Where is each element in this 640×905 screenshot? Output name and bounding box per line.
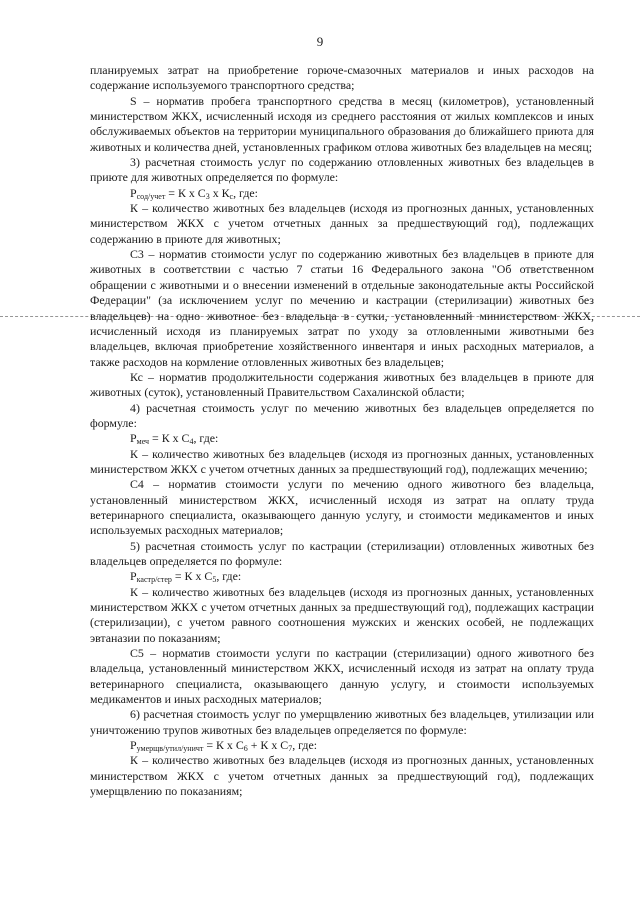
- paragraph: 6) расчетная стоимость услуг по умерщвлению животных без владельцев, утилизации или уничтожению трупов животных без владельцев определяется по формуле:: [90, 707, 594, 737]
- paragraph-group: [90, 585, 594, 738]
- formula-5: $Р_{кастр/стер} = К$ х $С_5$, где:: [130, 569, 242, 585]
- paragraph: К – количество животных без владельцев (исходя из прогнозных данных, установленных министерством ЖКХ с учетом отчетных данных за предшествующий год), подлежащих умерщвлению по показаниям;: [90, 753, 594, 799]
- paragraph-group: [90, 201, 594, 431]
- formula-3: $Р_{сод/учет} = К$ х $С_3$ х $К_с$, где:: [130, 185, 258, 201]
- page-number: 9: [316, 34, 324, 49]
- paragraph: С3 – норматив стоимости услуг по содержанию животных без владельцев в приюте для животных в соответствии с частью 7 статьи 16 Федерального закона "Об ответственном обращении с животными и о внесении изменений в отдельные законодательные акты Российской Федерации" (за исключением услуг по мечению и кастрации (стерилизации) животных без владельцев) на одно животное без владельца в сутки, установленный министерством ЖКХ, исчисленный исходя из планируемых затрат по уходу за отловленными животными без владельцев, включая приобретение хозяйственного инвентаря и иных расходных материалов, а также расходов на кормление отловленных животных без владельцев;: [90, 247, 594, 369]
- paragraph: С4 – норматив стоимости услуги по мечению одного животного без владельца, установленный министерством ЖКХ, исчисленный исходя из затрат на оплату труда ветеринарного специалиста, оказывающего данную услугу, и стоимости медикаментов и иных используемых расходных материалов;: [90, 477, 594, 538]
- document-body: [90, 63, 594, 800]
- paragraph: С5 – норматив стоимости услуги по кастрации (стерилизации) одного животного без владельца, установленный министерством ЖКХ, исчисленный исходя из затрат на оплату труда ветеринарного специалиста, оказывающего данную услугу, и стоимости используемых медикаментов и иных расходных материалов;: [90, 646, 594, 707]
- paragraph: Кс – норматив продолжительности содержания животных без владельцев в приюте для животных (суток), установленный Правительством Сахалинской области;: [90, 369, 594, 400]
- paragraph: 5) расчетная стоимость услуг по кастрации (стерилизации) отловленных животных без владельцев определяется по формуле:: [90, 538, 594, 568]
- paragraph: 4) расчетная стоимость услуг по мечению животных без владельцев определяется по формуле:: [90, 400, 594, 430]
- formula-6: $Р_{умерщв/утил/уничт} = К$ х $С_6 + К$ х $С_7$, где:: [130, 738, 318, 754]
- paragraph-group: [90, 447, 594, 570]
- paragraph: К – количество животных без владельцев (исходя из прогнозных данных, установленных министерством ЖКХ с учетом отчетных данных за предшествующий год), подлежащих кастрации (стерилизации), с учетом равного соотношения мужских и женских особей, не подлежащих эвтаназии по показаниям;: [90, 584, 594, 645]
- paragraph-group: [90, 63, 594, 186]
- paragraph: 3) расчетная стоимость услуг по содержанию отловленных животных без владельцев в приюте для животных определяется по формуле:: [90, 155, 594, 185]
- paragraph: планируемых затрат на приобретение горюче-смазочных материалов и иных расходов на содержание используемого транспортного средства;: [90, 63, 594, 93]
- paragraph-group: [90, 753, 594, 799]
- paragraph: К – количество животных без владельцев (исходя из прогнозных данных, установленных министерством ЖКХ с учетом отчетных данных за предшествующий год), подлежащих содержанию в приюте для животных;: [90, 201, 594, 246]
- formula-4: $Р_{меч} = К$ х $С_4$, где:: [130, 431, 219, 447]
- paragraph: К – количество животных без владельцев (исходя из прогнозных данных, установленных министерством ЖКХ с учетом отчетных данных за предшествующий год), подлежащих мечению;: [90, 446, 594, 476]
- paragraph: S – норматив пробега транспортного средства в месяц (километров), установленный министерством ЖКХ, исчисленный исходя из среднего расстояния от жилых комплексов и иных обслуживаемых объектов на территории муниципального образования до ближайшего приюта для животных и количества дней, установленных графиком отлова животных без владельцев на месяц;: [90, 93, 594, 154]
